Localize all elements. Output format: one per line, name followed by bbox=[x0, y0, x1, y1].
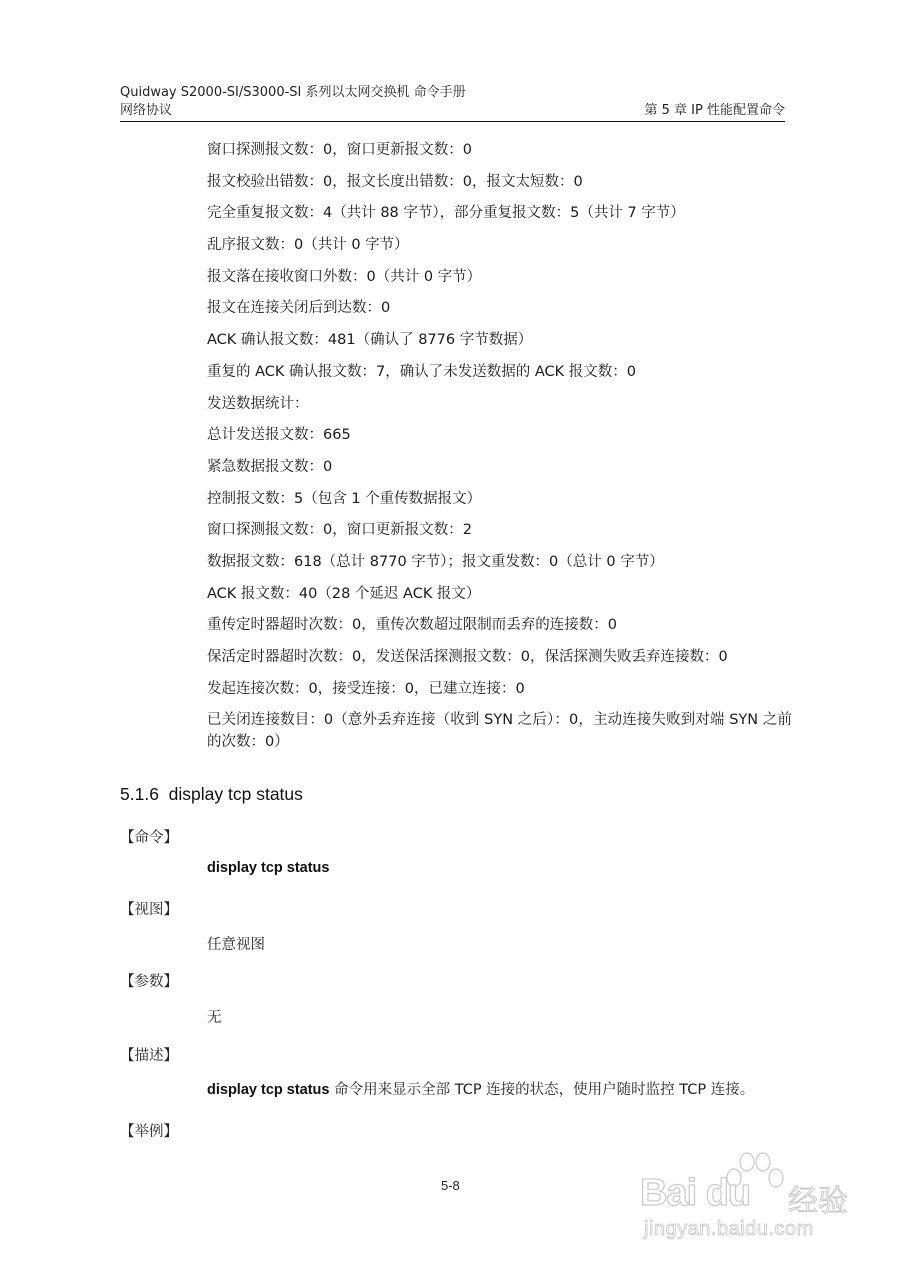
stat-line: 重传定时器超时次数：0，重传次数超过限制而丢弃的连接数：0 bbox=[207, 617, 617, 634]
example-heading: 【举例】 bbox=[120, 1124, 178, 1140]
stat-line: 报文校验出错数：0，报文长度出错数：0，报文太短数：0 bbox=[207, 173, 583, 190]
stat-line: 保活定时器超时次数：0，发送保活探测报文数：0，保活探测失败丢弃连接数：0 bbox=[207, 649, 728, 665]
stat-line: 报文落在接收窗口外数：0（共计 0 字节） bbox=[207, 268, 482, 285]
stat-line: 完全重复报文数：4（共计 88 字节），部分重复报文数：5（共计 7 字节） bbox=[207, 205, 685, 222]
stat-line: 重复的 ACK 确认报文数：7，确认了未发送数据的 ACK 报文数：0 bbox=[207, 363, 636, 380]
stat-line: 总计发送报文数：665 bbox=[207, 427, 351, 444]
stat-line: 窗口探测报文数：0，窗口更新报文数：0 bbox=[207, 142, 472, 158]
page-header bbox=[120, 84, 785, 120]
header-rule bbox=[120, 121, 785, 122]
parameters-text: 无 bbox=[207, 1010, 222, 1026]
stat-line: 乱序报文数：0（共计 0 字节） bbox=[207, 237, 409, 254]
command-text: display tcp status bbox=[207, 860, 330, 876]
watermark-logo: Bai du bbox=[640, 1172, 751, 1214]
part-title: 网络协议 bbox=[120, 103, 173, 118]
description-heading: 【描述】 bbox=[120, 1048, 178, 1064]
stat-line: 数据报文数：618（总计 8770 字节）；报文重发数：0（总计 0 字节） bbox=[207, 553, 664, 570]
tcp-statistics-output bbox=[207, 139, 792, 762]
description-paragraph bbox=[207, 1078, 754, 1099]
baidu-watermark bbox=[640, 1150, 850, 1250]
section-heading bbox=[120, 784, 303, 805]
closed-connections-line: 已关闭连接数目：0（意外丢弃连接（收到 SYN 之后）：0，主动连接失败到对端 SYN 之前的次数：0） bbox=[207, 712, 792, 751]
manual-title: Quidway S2000-SI/S3000-SI 系列以太网交换机 命令手册 bbox=[120, 85, 466, 100]
section-number: 5.1.6 bbox=[120, 784, 159, 804]
watermark-url: jingyan.baidu.com bbox=[644, 1218, 814, 1240]
description-text: 命令用来显示全部 TCP 连接的状态，使用户随时监控 TCP 连接。 bbox=[329, 1082, 755, 1098]
stat-line: ACK 确认报文数：481（确认了 8776 字节数据） bbox=[207, 332, 533, 349]
section-title: display tcp status bbox=[168, 784, 303, 804]
stat-line: 发起连接次数：0，接受连接：0，已建立连接：0 bbox=[207, 680, 525, 697]
page-number: 5-8 bbox=[441, 1178, 460, 1193]
description-command: display tcp status bbox=[207, 1082, 330, 1098]
command-heading: 【命令】 bbox=[120, 830, 178, 846]
stat-line: 控制报文数：5（包含 1 个重传数据报文） bbox=[207, 490, 482, 507]
stat-line: 发送数据统计： bbox=[207, 395, 309, 412]
watermark-cn: 经验 bbox=[788, 1184, 848, 1219]
stat-line: ACK 报文数：40（28 个延迟 ACK 报文） bbox=[207, 585, 481, 602]
chapter-title: 第 5 章 IP 性能配置命令 bbox=[644, 103, 785, 118]
view-heading: 【视图】 bbox=[120, 902, 178, 918]
parameters-heading: 【参数】 bbox=[120, 974, 178, 990]
stat-line: 窗口探测报文数：0，窗口更新报文数：2 bbox=[207, 522, 472, 539]
stat-line: 紧急数据报文数：0 bbox=[207, 458, 333, 475]
stat-line: 报文在连接关闭后到达数：0 bbox=[207, 300, 391, 317]
view-text: 任意视图 bbox=[207, 937, 265, 953]
